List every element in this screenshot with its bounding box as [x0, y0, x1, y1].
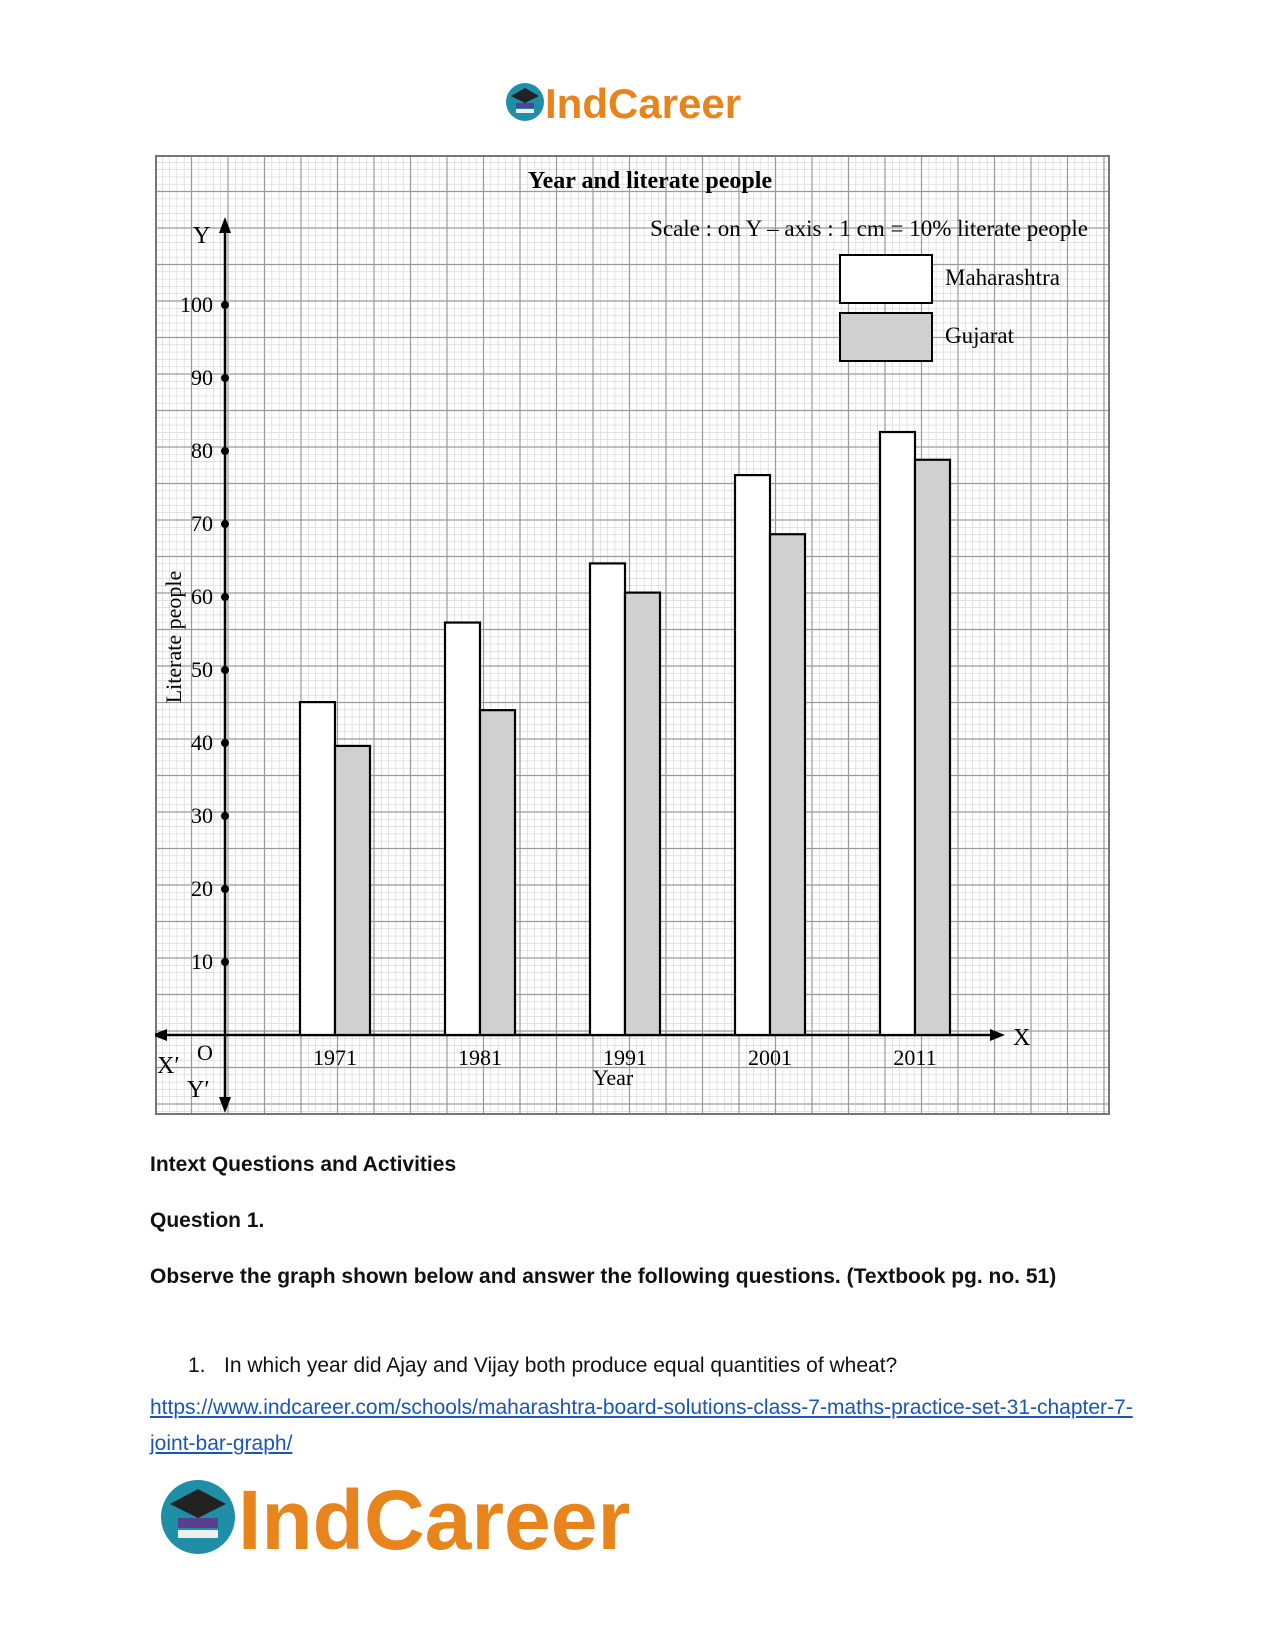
- x-tick-label: 1971: [313, 1045, 357, 1070]
- y-tick-dot: [221, 885, 229, 893]
- y-tick-label: 40: [191, 730, 213, 755]
- globe-icon: [161, 1480, 235, 1554]
- y-tick-label: 90: [191, 365, 213, 390]
- y-tick-dot: [221, 447, 229, 455]
- y-tick-label: 10: [191, 949, 213, 974]
- y-tick-dot: [221, 958, 229, 966]
- y-tick-label: 60: [191, 584, 213, 609]
- chart-title: Year and literate people: [527, 168, 773, 194]
- legend-label-maharashtra: Maharashtra: [945, 265, 1060, 290]
- list-item: [188, 1351, 897, 1381]
- origin-label: O: [197, 1040, 213, 1065]
- y-tick-dot: [221, 520, 229, 528]
- y-tick-label: 80: [191, 438, 213, 463]
- list-item-text: In which year did Ajay and Vijay both produce equal quantities of wheat?: [224, 1354, 898, 1377]
- section-heading: Intext Questions and Activities: [150, 1153, 457, 1176]
- bar-maharashtra-1971: [300, 702, 335, 1035]
- list-item-number: 1.: [188, 1354, 206, 1377]
- y-neg-axis-letter: Y′: [187, 1077, 210, 1103]
- y-axis-letter: Y: [193, 223, 211, 249]
- bar-maharashtra-1981: [445, 623, 480, 1035]
- globe-icon: [506, 83, 544, 121]
- brand-name: IndCareer: [545, 80, 742, 127]
- y-tick-dot: [221, 593, 229, 601]
- bar-gujarat-1991: [625, 593, 660, 1035]
- bar-maharashtra-2001: [735, 475, 770, 1035]
- source-link[interactable]: https://www.indcareer.com/schools/maharashtra-board-solutions-class-7-maths-practice-set-31-chapter-7-joint-bar-graph/: [150, 1396, 1133, 1455]
- x-tick-label: 1981: [458, 1045, 502, 1070]
- x-tick-label: 1991: [603, 1045, 647, 1070]
- y-tick-dot: [221, 301, 229, 309]
- x-neg-axis-letter: X′: [157, 1053, 180, 1079]
- legend-swatch-maharashtra: [840, 255, 932, 303]
- y-tick-dot: [221, 812, 229, 820]
- bar-gujarat-2001: [770, 534, 805, 1035]
- y-tick-label: 100: [180, 292, 213, 317]
- x-axis-title: Year: [592, 1065, 634, 1090]
- bar-gujarat-2011: [915, 460, 950, 1035]
- joint-bar-chart: [155, 155, 1110, 1115]
- bar-maharashtra-2011: [880, 432, 915, 1035]
- bar-maharashtra-1991: [590, 563, 625, 1035]
- y-tick-dot: [221, 374, 229, 382]
- y-tick-label: 70: [191, 511, 213, 536]
- y-tick-label: 20: [191, 876, 213, 901]
- brand-logo-bottom: [158, 1472, 718, 1567]
- bars: [300, 432, 950, 1035]
- chart-canvas: [155, 155, 1110, 1115]
- question-text: Observe the graph shown below and answer the following questions. (Textbook pg. no. 51): [150, 1265, 1057, 1288]
- x-tick-label: 2011: [893, 1045, 937, 1070]
- x-tick-label: 2001: [748, 1045, 792, 1070]
- x-axis-letter: X: [1013, 1025, 1031, 1051]
- chart-subtitle: Scale : on Y – axis : 1 cm = 10% literate people: [650, 216, 1088, 241]
- bar-gujarat-1981: [480, 710, 515, 1035]
- brand-logo-top: [503, 78, 783, 130]
- bar-gujarat-1971: [335, 746, 370, 1035]
- legend-label-gujarat: Gujarat: [945, 323, 1014, 348]
- legend-swatch-gujarat: [840, 313, 932, 361]
- y-tick-label: 30: [191, 803, 213, 828]
- question-list: [188, 1351, 897, 1381]
- brand-name: IndCareer: [238, 1473, 631, 1567]
- y-axis-title: Literate people: [161, 570, 186, 704]
- question-title: Question 1.: [150, 1209, 265, 1232]
- y-tick-dot: [221, 739, 229, 747]
- y-tick-label: 50: [191, 657, 213, 682]
- y-tick-dot: [221, 666, 229, 674]
